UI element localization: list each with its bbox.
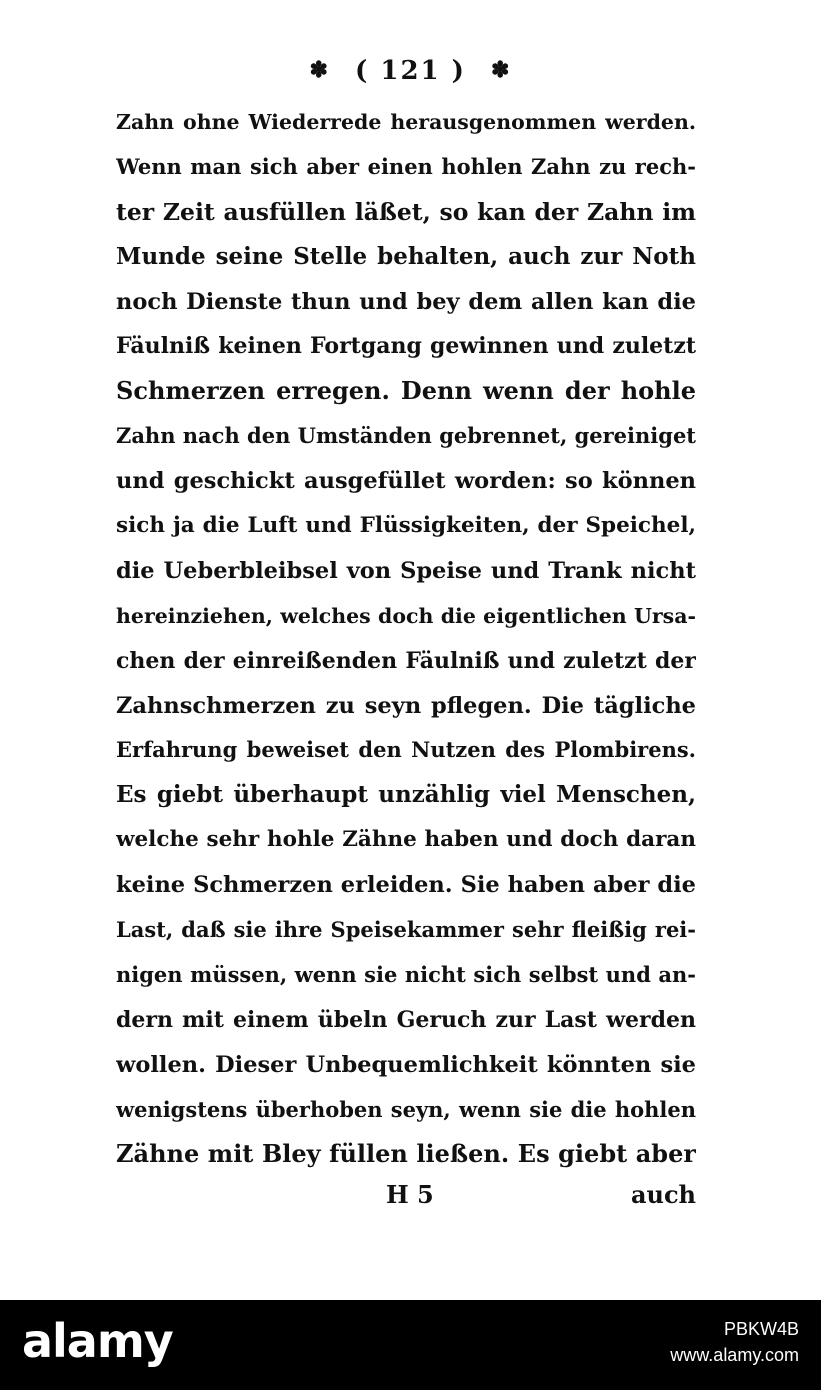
text-line: welche sehr hohle Zähne haben und doch daran (116, 827, 696, 853)
text-line: Erfahrung beweiset den Nutzen des Plombirens. (116, 737, 696, 763)
text-line: Zahn nach den Umständen gebrennet, gereiniget (116, 423, 696, 449)
text-line: Fäulniß keinen Fortgang gewinnen und zuletzt (116, 333, 696, 360)
text-line: und geschickt ausgefüllet worden: so können (116, 468, 696, 495)
text-line: die Ueberbleibsel von Speise und Trank nicht (116, 557, 696, 584)
page-footer (116, 1180, 696, 1220)
text-line: noch Dienste thun und bey dem allen kan die (116, 288, 696, 315)
image-reference (670, 1316, 799, 1368)
site-url: www.alamy.com (670, 1345, 799, 1365)
catchword: auch (630, 1180, 696, 1209)
text-line: wenigstens überhoben seyn, wenn sie die hohlen (116, 1096, 696, 1122)
text-line: Zahnschmerzen zu seyn pflegen. Die tägliche (116, 692, 696, 719)
page-number: ( 121 ) (355, 56, 466, 86)
text-line: keine Schmerzen erleiden. Sie haben aber die (116, 872, 696, 899)
alamy-logo: alamy (22, 1314, 173, 1368)
page-header (0, 56, 821, 86)
text-line: hereinziehen, welches doch die eigentlichen Ursa- (116, 603, 696, 628)
image-id: PBKW4B (723, 1319, 799, 1339)
text-line: wollen. Dieser Unbequemlichkeit könnten sie (116, 1051, 696, 1078)
signature-mark: H 5 (386, 1180, 434, 1209)
text-line: Last, daß sie ihre Speisekammer sehr fleißig rei- (116, 917, 696, 943)
text-line: Munde seine Stelle behalten, auch zur Noth (116, 242, 696, 270)
text-line: sich ja die Luft und Flüssigkeiten, der Speichel, (116, 513, 696, 539)
text-line: Zähne mit Bley füllen ließen. Es giebt aber (116, 1139, 696, 1169)
watermark-banner (0, 1300, 821, 1390)
text-line: Schmerzen erregen. Denn wenn der hohle (116, 376, 696, 406)
ornament-left-icon: ✽ (309, 57, 330, 83)
text-line: Wenn man sich aber einen hohlen Zahn zu rech- (116, 153, 696, 179)
text-line: Zahn ohne Wiederrede herausgenommen werden. (116, 110, 696, 134)
ornament-right-icon: ✽ (491, 57, 512, 83)
text-line: nigen müssen, wenn sie nicht sich selbst und an- (116, 961, 696, 987)
text-line: chen der einreißenden Fäulniß und zuletzt der (116, 647, 696, 674)
page-text-body (116, 100, 696, 1177)
text-line: ter Zeit ausfüllen läßet, so kan der Zahn im (116, 197, 696, 226)
text-line: dern mit einem übeln Geruch zur Last werden (116, 1006, 696, 1033)
text-line: Es giebt überhaupt unzählig viel Menschen, (116, 781, 696, 809)
